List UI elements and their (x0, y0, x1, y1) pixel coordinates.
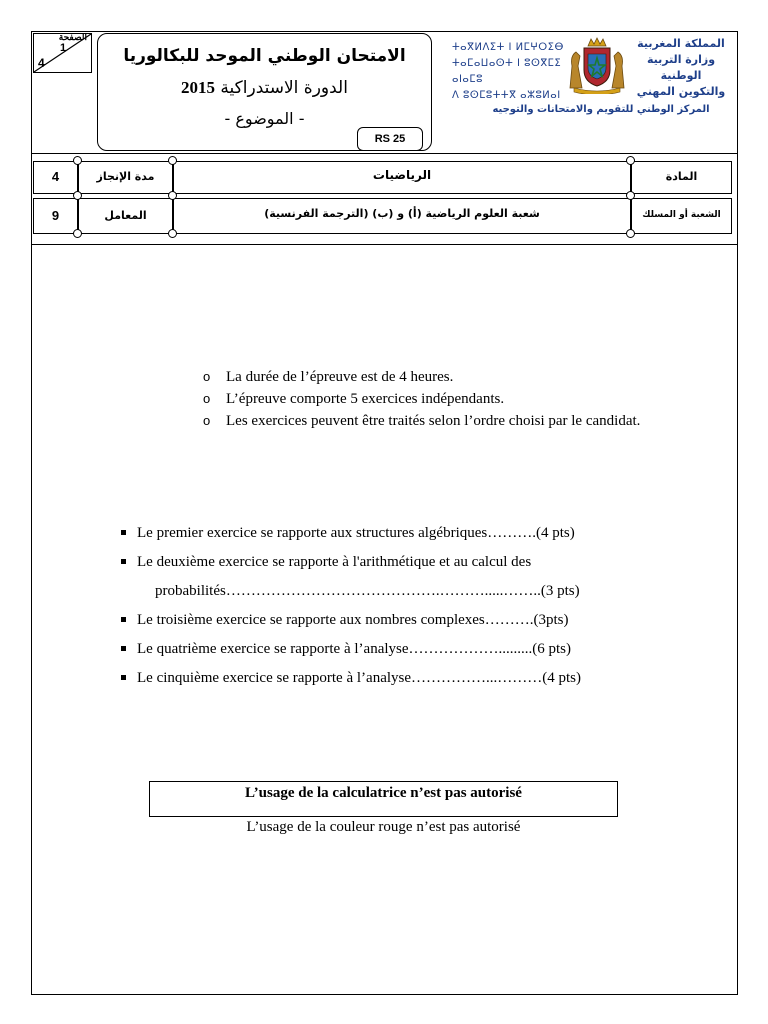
exercises-list (120, 522, 680, 696)
junction-circle (168, 229, 177, 238)
instruction-item: o Les exercices peuvent être traités selon l’ordre choisi par le candidat. (203, 410, 673, 432)
junction-circle (626, 229, 635, 238)
tifinagh-line: ⵜⴰⴳⵍⴷⵉⵜ ⵏ ⵍⵎⵖⵔⵉⴱ (452, 42, 564, 53)
junction-circle (168, 191, 177, 200)
exam-session (98, 78, 431, 98)
tifinagh-line: ⵜⴰⵎⴰⵡⴰⵙⵜ ⵏ ⵓⵙⴳⵎⵉ ⴰⵏⴰⵎⵓ (452, 58, 562, 85)
red-color-note: L’usage de la couleur rouge n’est pas autorisé (246, 819, 521, 835)
junction-circle (73, 191, 82, 200)
exercise-text: probabilités…………………………………….……….....……..(3 pts) (155, 583, 580, 599)
exam-code: RS 25 (357, 127, 423, 151)
junction-circle (168, 156, 177, 165)
instruction-item: o La durée de l’épreuve est de 4 heures. (203, 366, 673, 388)
coefficient-value: 9 (33, 198, 78, 234)
exercise-item (120, 638, 680, 667)
bullet-square-icon (121, 530, 126, 535)
session-text: الدورة الاستدراكية (220, 78, 348, 98)
page-total: 4 (38, 56, 45, 70)
junction-circle (73, 229, 82, 238)
exercise-text: Le troisième exercice se rapporte aux nombres complexes……….(3pts) (137, 612, 569, 628)
track-label: الشعبة أو المسلك (631, 198, 732, 234)
kingdom-name: المملكة المغربية (637, 37, 725, 50)
junction-circle (73, 156, 82, 165)
instruction-item: o L’épreuve comporte 5 exercices indépendants. (203, 388, 673, 410)
coefficient-label: المعامل (78, 198, 173, 234)
page-counter (33, 33, 92, 73)
exercise-item (120, 667, 680, 696)
page-current: 1 (60, 42, 67, 54)
ministry-name-cont: والتكوين المهني (636, 85, 726, 98)
exercise-item-continuation (120, 580, 680, 609)
table-separator (31, 244, 738, 245)
junction-circle (626, 191, 635, 200)
bullet-square-icon (121, 675, 126, 680)
exercise-text: Le deuxième exercice se rapporte à l'arithmétique et au calcul des (137, 554, 532, 570)
exercise-item (120, 551, 680, 580)
duration-label: مدة الإنجاز (78, 161, 173, 194)
exercise-text: Le cinquième exercice se rapporte à l’analyse……………...………(4 pts) (137, 670, 582, 686)
page-label: الصفحة (58, 32, 87, 42)
header-separator (31, 153, 738, 154)
evaluation-center: المركز الوطني للتقويم والامتحانات والتوجيه (492, 104, 710, 115)
instructions-list (203, 366, 673, 432)
tifinagh-line: ⴷ ⵓⵙⵎⵓⵜⵜⴳ ⴰⵣⵓⵍⴰⵏ (452, 90, 561, 101)
bullet-square-icon (121, 646, 126, 651)
exercise-item (120, 522, 680, 551)
tifinagh-header (452, 40, 564, 104)
exercise-text: Le premier exercice se rapporte aux structures algébriques……….(4 pts) (137, 525, 575, 541)
subject-label: المادة (631, 161, 732, 194)
duration-value: 4 (33, 161, 78, 194)
junction-circle (626, 156, 635, 165)
session-year: 2015 (181, 78, 216, 97)
bullet-square-icon (121, 617, 126, 622)
subject-name: الرياضيات (173, 161, 631, 194)
bullet-square-icon (121, 559, 126, 564)
calculator-note: L’usage de la calculatrice n’est pas autorisé (149, 781, 618, 817)
ministry-header (628, 36, 734, 100)
coat-of-arms-icon (566, 36, 628, 94)
exercise-text: Le quatrième exercice se rapporte à l’analyse……………….........(6 pts) (137, 641, 572, 657)
track-name: شعبة العلوم الرياضية (أ) و (ب) (الترجمة الفرنسية) (173, 198, 631, 234)
ministry-name: وزارة التربية الوطنية (646, 53, 716, 82)
exam-subject-tag: - الموضوع - (224, 109, 305, 128)
exercise-item (120, 609, 680, 638)
exam-title: الامتحان الوطني الموحد للبكالوريا (123, 46, 406, 66)
